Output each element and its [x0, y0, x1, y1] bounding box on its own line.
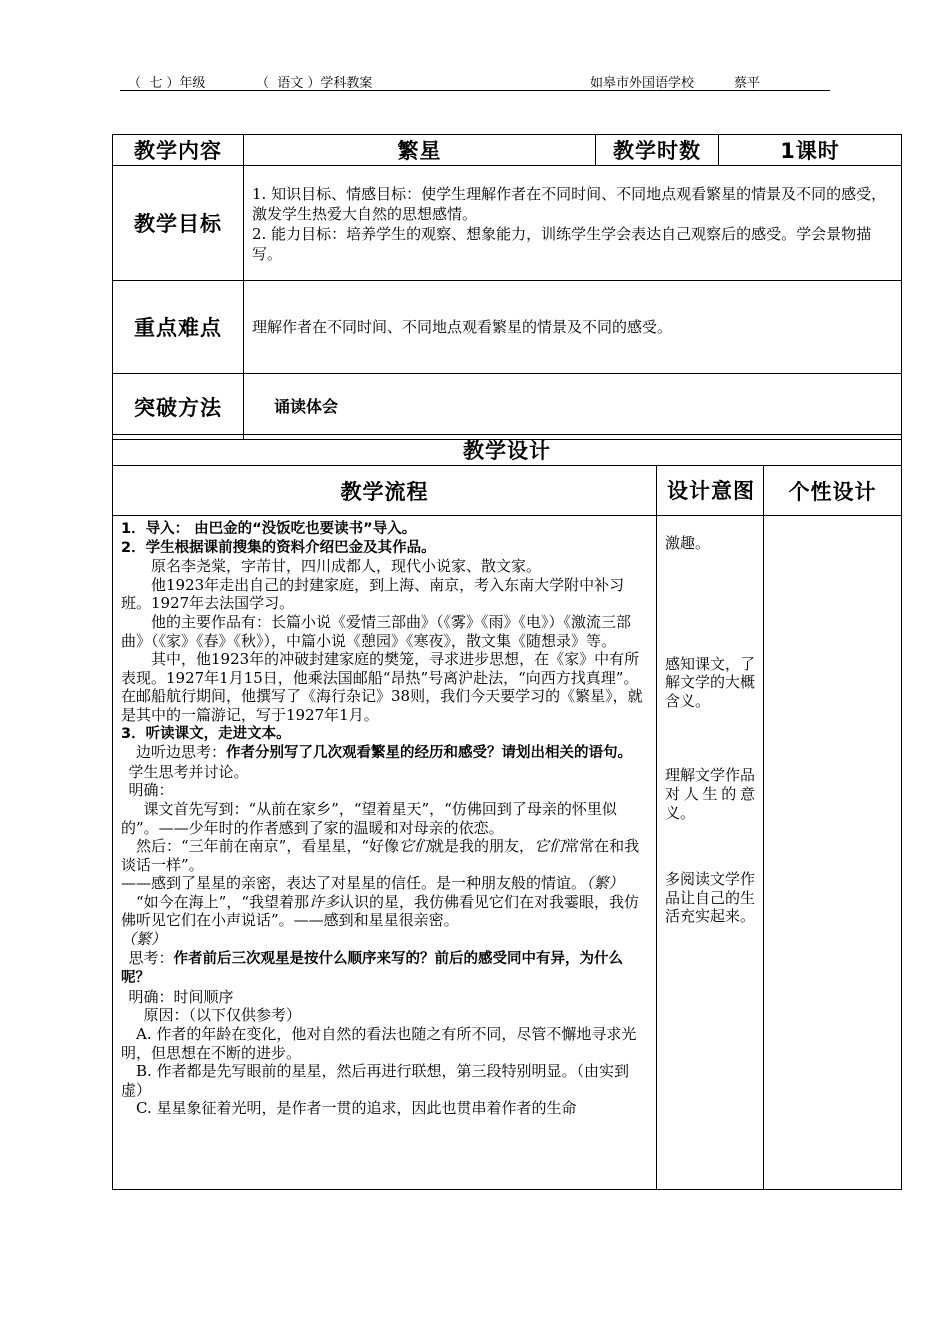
col-personal-header: 个性设计	[764, 466, 902, 516]
flow-paragraph: C. 星星象征着光明，是作者一贯的追求，因此也贯串着作者的生命	[136, 1099, 577, 1118]
step-2: 2．学生根据课前搜集的资料介绍巴金及其作品。	[121, 539, 436, 556]
question-2-prefix: 思考：	[128, 948, 174, 967]
subject-label: （ 语文 ）学科教案	[256, 76, 373, 91]
question-2-text: 作者前后三次观星是按什么顺序来写的？前后的感受同中有异，为什么呢？	[121, 950, 624, 987]
content-value: 繁星	[244, 135, 596, 166]
school-name: 如皋市外国语学校	[590, 76, 695, 91]
intent-2: 感知课文，了解文学的大概含义。	[665, 654, 756, 710]
flow-paragraph: 明确：时间顺序	[128, 987, 234, 1006]
question-1-prefix: 边听边思考：	[136, 743, 227, 762]
step-1: 1．导入： 由巴金的“没饭吃也要读书”导入。	[121, 521, 417, 537]
key-label: 重点难点	[113, 281, 244, 374]
method-label: 突破方法	[113, 374, 244, 440]
text-span: 认识的星，我仿佛看见它们在对我霎眼，我仿佛听见它们在小声说话”。——感到和星星很亲密。	[121, 892, 640, 930]
text-span: 许多	[309, 892, 340, 911]
text-span: ——感到了星星的亲密，表达了对星星的信任。是一种朋友般的情谊。	[121, 874, 587, 893]
goals-value	[244, 166, 902, 281]
intent-4: 多阅读文学作品让自己的生活充实起来。	[665, 870, 756, 926]
flow-paragraph: 他1923年走出自己的封建家庭，到上海、南京，考入东南大学附中补习班。1927年去法国学习。	[121, 575, 625, 613]
text-span: “如今在海上”，“我望着那	[136, 892, 310, 911]
key-value: 理解作者在不同时间、不同地点观看繁星的情景及不同的感受。	[244, 281, 902, 374]
col-flow-header: 教学流程	[113, 466, 657, 516]
content-label: 教学内容	[113, 135, 244, 166]
teacher-name: 蔡平	[734, 76, 761, 91]
col-intent-header: 设计意图	[657, 466, 764, 516]
text-span: 然后：“三年前在南京”，看星星，“好像	[136, 837, 400, 856]
text-span: 就是我的朋友，	[429, 837, 535, 856]
goal-1: 1. 知识目标、情感目标：使学生理解作者在不同时间、不同地点观看繁星的情景及不同的感受，激发学生热爱大自然的思想感情。	[252, 185, 887, 223]
design-table	[112, 434, 902, 1190]
text-span: 它们	[534, 837, 565, 856]
flow-paragraph: 课文首先写到：“从前在家乡”，“望着星天”，“仿佛回到了母亲的怀里似的”。——少年时的作者感到了家的温暖和对母亲的依恋。	[121, 799, 617, 837]
design-intent	[657, 516, 764, 1190]
flow-paragraph: 学生思考并讨论。	[128, 762, 249, 781]
question-1-text: 作者分别写了几次观看繁星的经历和感受？请划出相关的语句。	[226, 745, 633, 762]
flow-paragraph: 原因：（以下仅供参考）	[143, 1006, 302, 1025]
goals-label: 教学目标	[113, 166, 244, 281]
flow-paragraph: 原名李尧棠，字芾甘，四川成都人，现代小说家、散文家。	[151, 557, 542, 576]
question-1	[121, 743, 648, 763]
hours-value: 1课时	[719, 135, 902, 166]
flow-paragraph: 其中，他1923年的冲破封建家庭的樊笼，寻求进步思想，在《家》中有所表现。1927年1月15日，他乘法国邮船“昂热”号离沪赴法，“向西方找真理”。在邮船航行期间，他撰写了《海行杂记》38则，我们今天要学习的《繁星》，就是其中的一篇游记，写于1927年1月。	[121, 650, 643, 724]
flow-paragraph: A. 作者的年龄在变化，他对自然的看法也随之有所不同，尽管不懈地寻求光明，但思想在不断的进步。	[121, 1025, 637, 1062]
intent-1: 激趣。	[665, 534, 711, 552]
hours-label: 教学时数	[596, 135, 719, 166]
flow-paragraph	[121, 837, 648, 874]
grade-label: （ 七 ）年级	[128, 76, 206, 91]
flow-paragraph: 他的主要作品有：长篇小说《爱情三部曲》（《雾》《雨》《电》）《激流三部曲》（《家》《春》《秋》），中篇小说《憩园》《寒夜》，散文集《随想录》等。	[121, 612, 632, 650]
text-span: 它们	[399, 837, 430, 856]
flow-paragraph: （繁）	[121, 930, 167, 949]
lesson-info-table	[112, 134, 902, 440]
flow-paragraph	[121, 893, 648, 930]
flow-paragraph: 明确：	[128, 781, 174, 800]
page-header	[120, 70, 830, 91]
flow-paragraph	[121, 874, 648, 893]
method-value: 诵读体会	[244, 374, 902, 440]
flow-paragraph: B. 作者都是先写眼前的星星，然后再进行联想，第三段特别明显。（由实到虚）	[121, 1062, 630, 1099]
design-title: 教学设计	[113, 435, 902, 466]
personal-design	[764, 516, 902, 1190]
teaching-flow	[113, 516, 657, 1190]
goal-2: 2. 能力目标：培养学生的观察、想象能力，训练学生学会表达自己观察后的感受。学会景物描写。	[252, 225, 872, 263]
text-span: （繁）	[586, 874, 624, 893]
intent-3: 理解文学作品对人生的意义。	[665, 766, 756, 822]
question-2	[121, 949, 648, 988]
text-span: 常常在和我谈话一样”。	[121, 837, 640, 874]
step-3: 3．听读课文，走进文本。	[121, 725, 291, 742]
